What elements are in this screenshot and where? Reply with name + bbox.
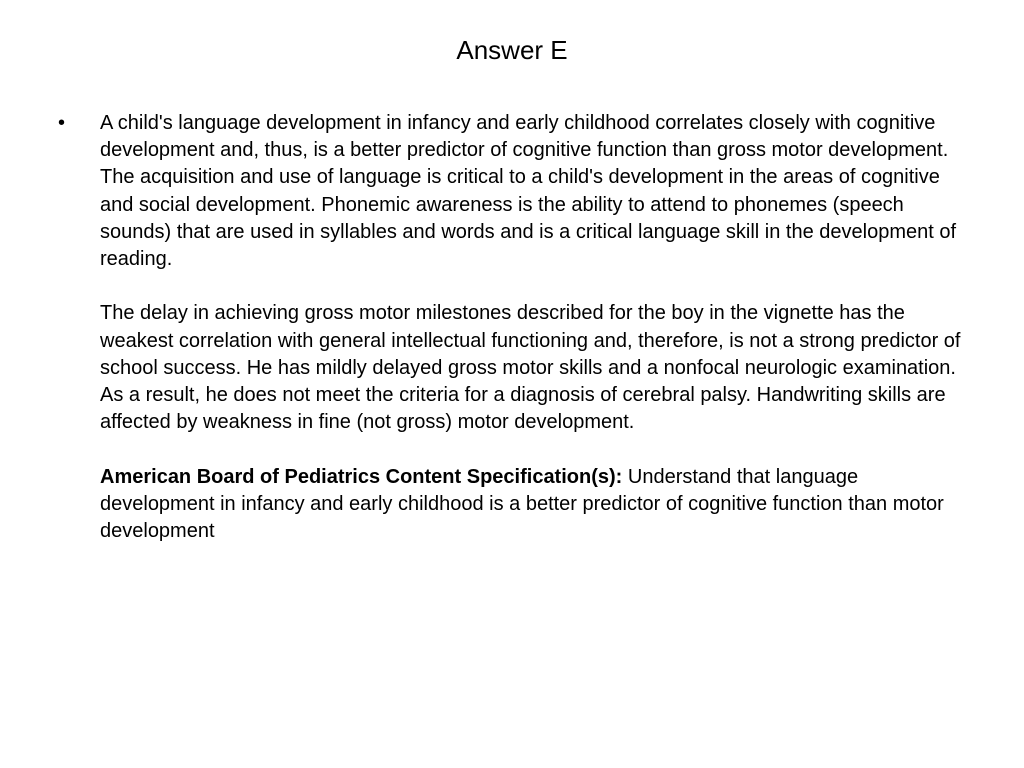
paragraph-spacer xyxy=(100,436,966,463)
slide-title: Answer E xyxy=(456,35,568,65)
answer-explanation xyxy=(100,110,966,545)
paragraph-spacer xyxy=(100,273,966,300)
paragraph-gross-motor-delay: The delay in achieving gross motor milestones described for the boy in the vignette has the weakest correlation with general intellectual functioning and, therefore, is not a strong predictor of school success. He has mildly delayed gross motor skills and a nonfocal neurologic examination. As a result, he does not meet the criteria for a diagnosis of cerebral palsy. Handwriting skills are affected by weakness in fine (not gross) motor development. xyxy=(100,302,961,434)
bullet-marker: • xyxy=(58,112,66,134)
content-specification xyxy=(100,464,966,546)
paragraph-language-development: A child's language development in infancy and early childhood correlates closely with cognitive development and, thus, is a better predictor of cognitive function than gross motor development. The acquisition and use of language is critical to a child's development in the areas of cognitive and social development. Phonemic awareness is the ability to attend to phonemes (speech sounds) that are used in syllables and words and is a critical language skill in the development of reading. xyxy=(100,112,957,271)
specification-label: American Board of Pediatrics Content Specification(s): xyxy=(100,465,623,488)
specification-text: Understand that language development in infancy and early childhood is a better predictor of cognitive function than motor development xyxy=(100,465,944,543)
